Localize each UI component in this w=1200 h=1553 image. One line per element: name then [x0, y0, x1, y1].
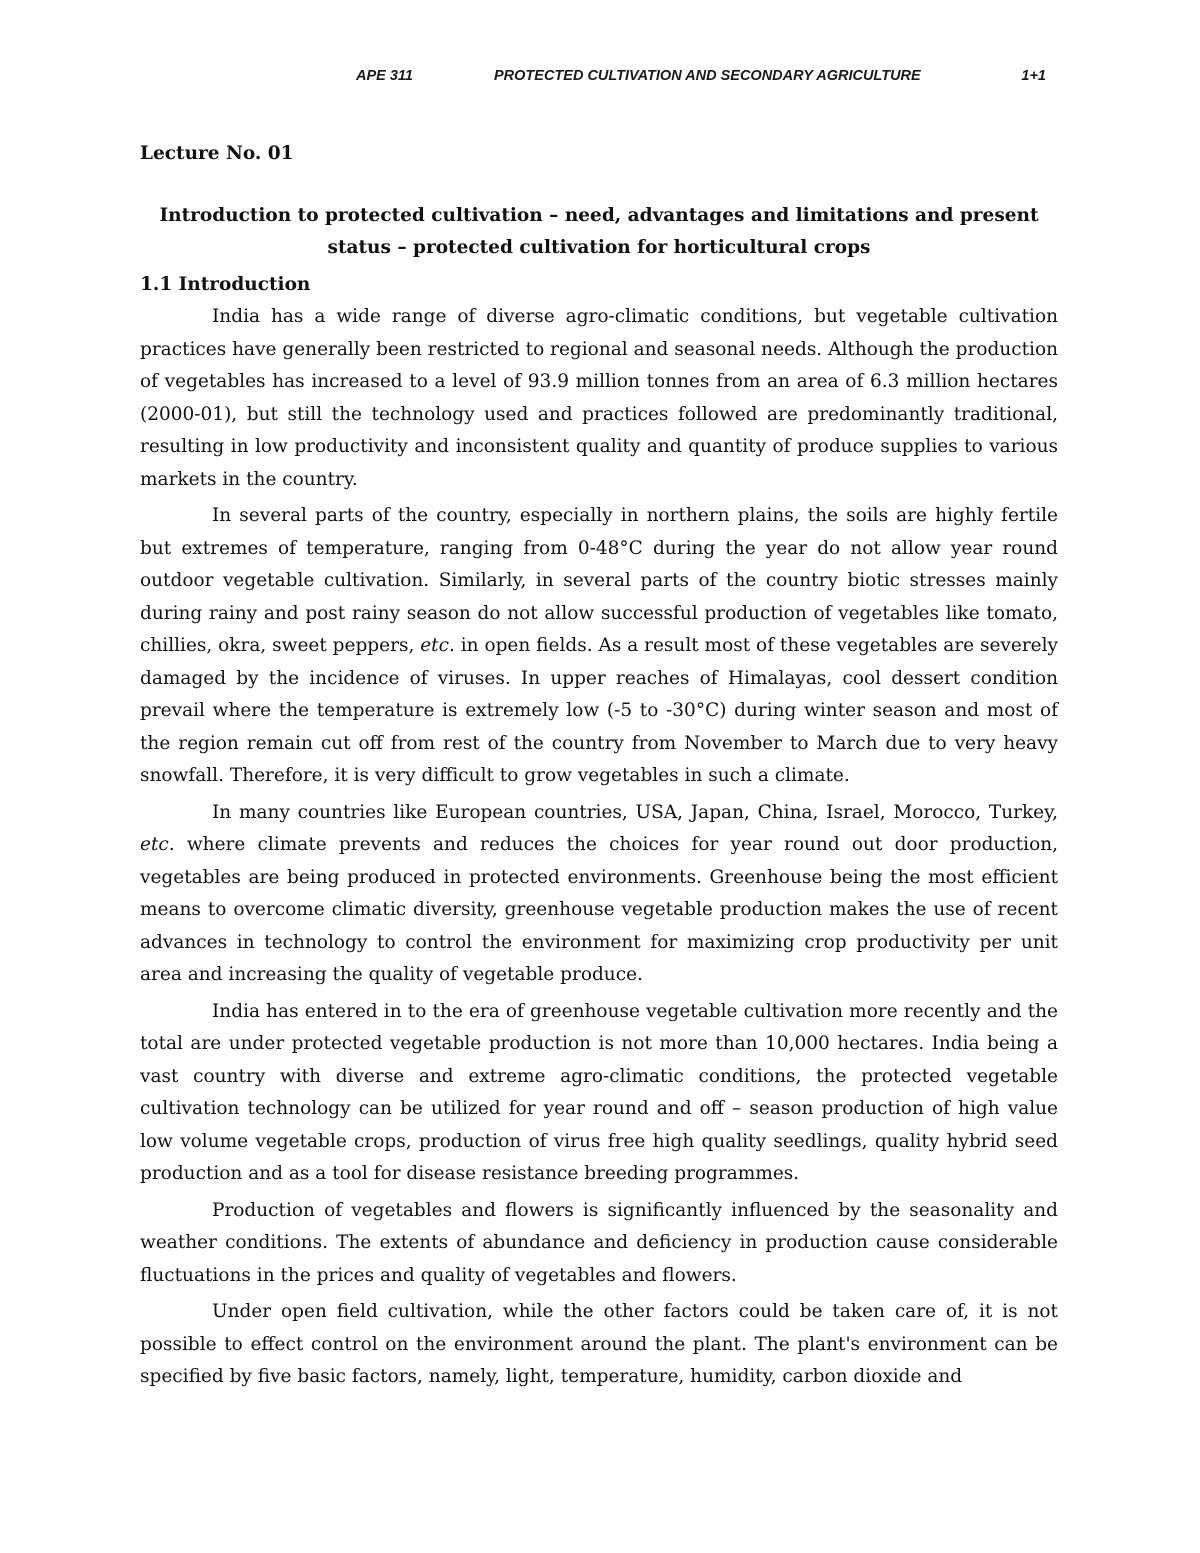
paragraph: In many countries like European countries, USA, Japan, China, Israel, Morocco, Turkey, etc. where climate prevents and reduces the choices for year round out door production, vegetables are being produced in protected environments. Greenhouse being the most efficient means to overcome climatic diversity, greenhouse vegetable production makes the use of recent advances in technology to control the environment for maximizing crop productivity per unit area and increasing the quality of vegetable produce.	[140, 801, 1058, 985]
paragraph: India has entered in to the era of greenhouse vegetable cultivation more recently and the total are under protected vegetable production is not more than 10,000 hectares. India being a vast country with diverse and extreme agro-climatic conditions, the protected vegetable cultivation technology can be utilized for year round and off – season production of high value low volume vegetable crops, production of virus free high quality seedlings, quality hybrid seed production and as a tool for disease resistance breeding programmes.	[140, 1000, 1058, 1184]
paragraph: Under open field cultivation, while the other factors could be taken care of, it is not possible to effect control on the environment around the plant. The plant's environment can be specified by five basic factors, namely, light, temperature, humidity, carbon dioxide and	[140, 1301, 1058, 1387]
section-heading: 1.1 Introduction	[140, 273, 311, 295]
lecture-number: Lecture No. 01	[140, 143, 294, 164]
lecture-title: Introduction to protected cultivation – need, advantages and limitations and present status – protected cultivation for horticultural crops	[159, 204, 1039, 258]
course-code: APE 311	[356, 68, 413, 84]
course-credits: 1+1	[1021, 68, 1046, 84]
paragraph: In several parts of the country, especially in northern plains, the soils are highly fertile but extremes of temperature, ranging from 0-48°C during the year do not allow year round outdoor vegetable cultivation. Similarly, in several parts of the country biotic stresses mainly during rainy and post rainy season do not allow successful production of vegetables like tomato, chillies, okra, sweet peppers, etc. in open fields. As a result most of these vegetables are severely damaged by the incidence of viruses. In upper reaches of Himalayas, cool dessert condition prevail where the temperature is extremely low (-5 to -30°C) during winter season and most of the region remain cut off from rest of the country from November to March due to very heavy snowfall. Therefore, it is very difficult to grow vegetables in such a climate.	[140, 505, 1058, 786]
paragraph: Production of vegetables and flowers is significantly influenced by the seasonality and weather conditions. The extents of abundance and deficiency in production cause considerable fluctuations in the prices and quality of vegetables and flowers.	[140, 1199, 1058, 1286]
document-body	[140, 138, 1058, 1398]
course-title: PROTECTED CULTIVATION AND SECONDARY AGRICULTURE	[494, 68, 921, 84]
running-header	[356, 68, 1046, 90]
paragraph: India has a wide range of diverse agro-climatic conditions, but vegetable cultivation practices have generally been restricted to regional and seasonal needs. Although the production of vegetables has increased to a level of 93.9 million tonnes from an area of 6.3 million hectares (2000-01), but still the technology used and practices followed are predominantly traditional, resulting in low productivity and inconsistent quality and quantity of produce supplies to various markets in the country.	[140, 306, 1058, 490]
